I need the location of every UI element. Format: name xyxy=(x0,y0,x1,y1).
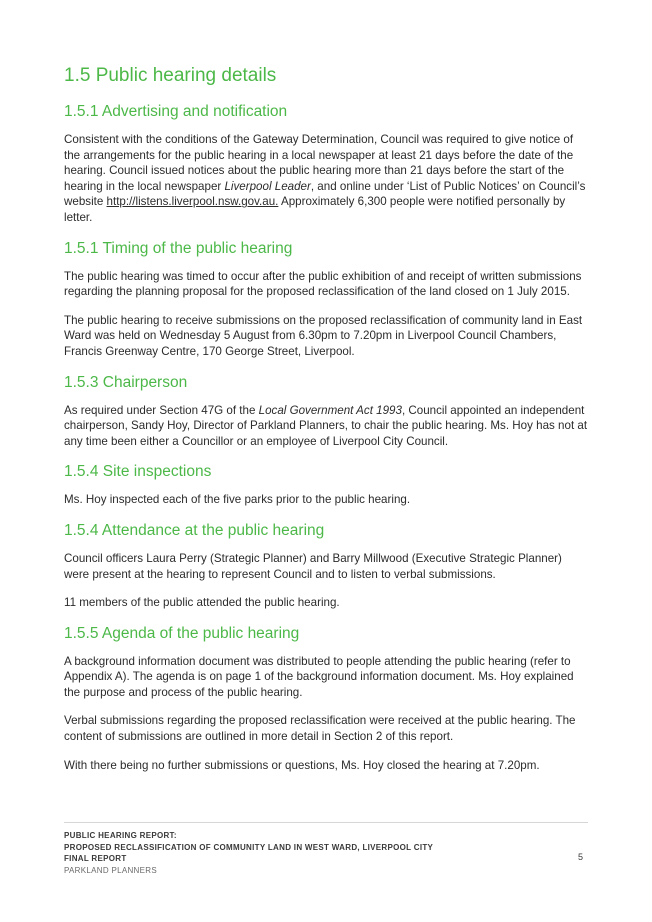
page-footer xyxy=(64,830,588,876)
page-number: 5 xyxy=(578,852,584,862)
section-heading: 1.5.4 Attendance at the public hearing xyxy=(64,521,325,539)
section-paragraph: The public hearing was timed to occur after the public exhibition of and receipt of written submissions regarding the planning proposal for the proposed reclassification of the land closed on 1 July 2015. xyxy=(64,269,582,299)
section-agenda xyxy=(64,624,590,774)
section-paragraph xyxy=(64,132,590,226)
section-heading: 1.5.1 Timing of the public hearing xyxy=(64,239,293,257)
act-name: Local Government Act 1993 xyxy=(258,403,402,417)
section-paragraph: Ms. Hoy inspected each of the five parks prior to the public hearing. xyxy=(64,493,411,507)
text-run: As required under Section 47G of the xyxy=(64,403,259,417)
section-site-inspections xyxy=(64,462,590,508)
main-heading: 1.5 Public hearing details xyxy=(64,65,277,86)
section-paragraph: The public hearing to receive submissions on the proposed reclassification of community land in East Ward was held on Wednesday 5 August from 6.30pm to 7.20pm in Liverpool Council Chambers, Francis Greenway Centre, 170 George Street, Liverpool. xyxy=(64,313,583,358)
text-run: Approximately 6,300 people were notified personally by letter. xyxy=(64,195,566,224)
footer-divider xyxy=(64,822,588,823)
footer-author: PARKLAND PLANNERS xyxy=(64,865,157,875)
newspaper-name: Liverpool Leader xyxy=(224,179,311,193)
section-paragraph: 11 members of the public attended the public hearing. xyxy=(64,596,340,610)
section-paragraph: With there being no further submissions or questions, Ms. Hoy closed the hearing at 7.20pm. xyxy=(64,758,540,772)
section-paragraph xyxy=(64,403,590,450)
text-run: , Council appointed an independent chairperson, Sandy Hoy, Director of Parkland Planners, to chair the public hearing. Ms. Hoy has not at any time been either a Councillor or an employee of Liverpool City Council. xyxy=(64,403,588,448)
footer-report-title: PROPOSED RECLASSIFICATION OF COMMUNITY LAND IN WEST WARD, LIVERPOOL CITY xyxy=(64,842,434,852)
section-chairperson xyxy=(64,373,590,450)
page-content xyxy=(64,64,590,786)
section-attendance xyxy=(64,521,590,611)
section-paragraph: Council officers Laura Perry (Strategic Planner) and Barry Millwood (Executive Strategic Planner) were present at the hearing to represent Council and to listen to verbal submissions. xyxy=(64,551,562,581)
section-advertising xyxy=(64,102,590,226)
text-run: , and online under ‘List of Public Notices’ on Council’s website xyxy=(64,179,586,209)
section-timing xyxy=(64,239,590,360)
section-heading: 1.5.3 Chairperson xyxy=(64,373,188,391)
footer-report-type: PUBLIC HEARING REPORT: xyxy=(64,831,177,840)
text-run: Consistent with the conditions of the Gateway Determination, Council was required to give notice of the arrangements for the public hearing in a local newspaper at least 21 days before the date of the hearing. Council issued notices about the public hearing more than 21 days before the start of the hearing in the local newspaper xyxy=(64,133,574,193)
section-paragraph: Verbal submissions regarding the proposed reclassification were received at the public hearing. The content of submissions are outlined in more detail in Section 2 of this report. xyxy=(64,714,576,744)
section-heading: 1.5.5 Agenda of the public hearing xyxy=(64,624,300,642)
section-heading: 1.5.4 Site inspections xyxy=(64,463,212,481)
section-paragraph: A background information document was distributed to people attending the public hearing (refer to Appendix A). The agenda is on page 1 of the background information document. Ms. Hoy explained the purpose and process of the public hearing. xyxy=(64,654,574,699)
council-website-link[interactable]: http://listens.liverpool.nsw.gov.au. xyxy=(106,195,279,209)
footer-report-status: FINAL REPORT xyxy=(64,854,127,863)
section-heading: 1.5.1 Advertising and notification xyxy=(64,103,288,120)
